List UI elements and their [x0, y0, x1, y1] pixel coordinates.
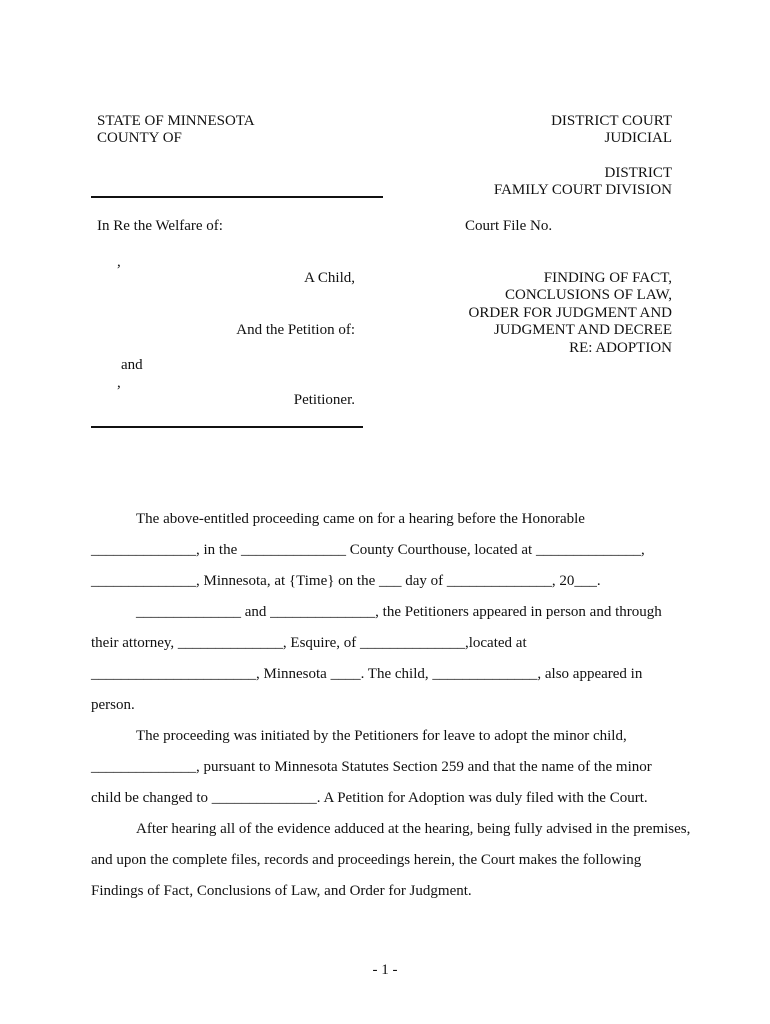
in-re-label: In Re the Welfare of: [97, 218, 223, 234]
district-label: DISTRICT [604, 165, 672, 181]
title-line-3: ORDER FOR JUDGMENT AND [468, 305, 672, 321]
body-line: person. [91, 697, 135, 713]
body-line: child be changed to ______________. A Petition for Adoption was duly filed with the Court. [91, 790, 648, 806]
court-name-line1: DISTRICT COURT [551, 113, 672, 129]
title-line-5: RE: ADOPTION [569, 340, 672, 356]
title-line-2: CONCLUSIONS OF LAW, [504, 287, 672, 303]
body-line: ______________, pursuant to Minnesota Statutes Section 259 and that the name of the minor [91, 759, 652, 775]
child-name-comma: , [117, 254, 121, 270]
state-label: STATE OF MINNESOTA [97, 113, 255, 129]
petitioner-name-comma: , [117, 375, 121, 391]
body-line: The proceeding was initiated by the Petitioners for leave to adopt the minor child, [136, 728, 627, 744]
county-label: COUNTY OF [97, 130, 182, 146]
caption-divider-top [91, 196, 383, 198]
body-line: The above-entitled proceeding came on for a hearing before the Honorable [136, 511, 585, 527]
body-line: their attorney, ______________, Esquire, of ______________,located at [91, 635, 527, 651]
body-line: After hearing all of the evidence adduced at the hearing, being fully advised in the premises, [136, 821, 691, 837]
body-line: ______________, Minnesota, at {Time} on the ___ day of ______________, 20___. [91, 573, 601, 589]
body-line: ______________, in the ______________ County Courthouse, located at ______________, [91, 542, 645, 558]
division-label: FAMILY COURT DIVISION [493, 182, 672, 198]
body-line: ______________ and ______________, the Petitioners appeared in person and through [136, 604, 662, 620]
petitioner-label: Petitioner. [293, 392, 355, 408]
a-child-label: A Child, [304, 270, 355, 286]
and-label: and [121, 357, 143, 373]
body-line: and upon the complete files, records and proceedings herein, the Court makes the following [91, 852, 642, 868]
title-line-1: FINDING OF FACT, [543, 270, 672, 286]
court-file-label: Court File No. [465, 218, 553, 234]
court-name-line2: JUDICIAL [604, 130, 672, 146]
title-line-4: JUDGMENT AND DECREE [493, 322, 672, 338]
page-number: - 1 - [372, 962, 398, 978]
body-line: ______________________, Minnesota ____. The child, ______________, also appeared in [91, 666, 643, 682]
body-line: Findings of Fact, Conclusions of Law, and Order for Judgment. [91, 883, 472, 899]
petition-of-label: And the Petition of: [236, 322, 355, 338]
caption-divider-bottom [91, 426, 363, 428]
